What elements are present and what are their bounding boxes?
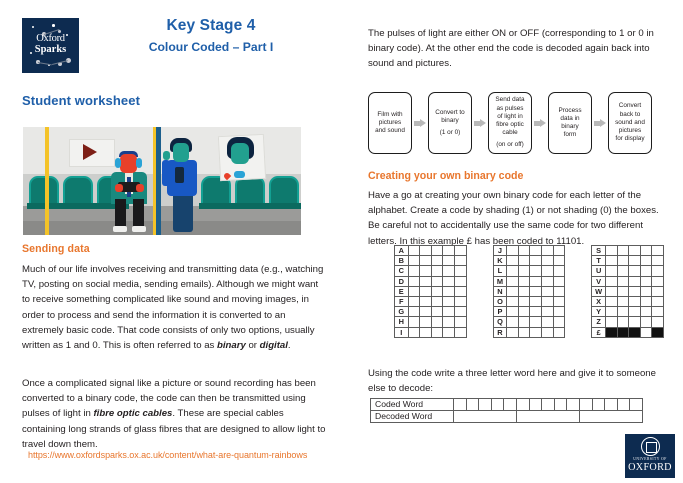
flow-step-3 — [488, 92, 532, 154]
letter-label: S — [592, 246, 606, 256]
code-cell-empty[interactable] — [629, 307, 641, 317]
code-cell-empty[interactable] — [542, 317, 554, 327]
table-row — [493, 307, 565, 317]
paragraph-instructions: Have a go at creating your own binary code for each letter of the alphabet. Create a code by shading (1) or not shading (0) the boxes. Be careful not to accidentally use the same code for two different letters. In this example £ has been coded to 11101. — [368, 190, 659, 247]
code-cell-empty[interactable] — [553, 327, 565, 337]
code-cell-empty[interactable] — [518, 256, 530, 266]
table-row — [493, 327, 565, 337]
code-cell-empty[interactable] — [518, 297, 530, 307]
alphabet-code-tables — [394, 245, 664, 338]
letter-label: W — [592, 286, 606, 296]
code-cell-empty[interactable] — [617, 266, 629, 276]
code-cell-empty[interactable] — [507, 276, 519, 286]
code-cell-empty[interactable] — [530, 286, 542, 296]
university-of-oxford-logo — [625, 434, 675, 478]
table-row — [395, 317, 467, 327]
code-cell-empty[interactable] — [443, 266, 455, 276]
play-icon — [83, 144, 97, 160]
table-row — [592, 276, 664, 286]
code-cell-empty[interactable] — [455, 256, 467, 266]
page-title: Key Stage 4 — [166, 17, 256, 34]
flow-step-line: Convert to — [435, 108, 465, 116]
code-cell-empty[interactable] — [455, 246, 467, 256]
logo-line-1: Oxford — [36, 33, 65, 44]
table-row — [395, 266, 467, 276]
flow-step-line: form — [563, 131, 577, 139]
code-cell-empty[interactable] — [629, 256, 641, 266]
code-cell-empty[interactable] — [518, 327, 530, 337]
code-cell-empty[interactable] — [420, 317, 432, 327]
flow-step-1 — [368, 92, 412, 154]
code-cell-empty[interactable] — [617, 317, 629, 327]
code-cell-empty[interactable] — [507, 266, 519, 276]
table-row — [493, 317, 565, 327]
flow-step-line: Send data — [495, 96, 525, 104]
flow-step-line: for display — [615, 135, 645, 143]
flow-step-line: back to — [619, 110, 641, 118]
flow-step-line: sound and — [615, 118, 645, 126]
letter-label: Q — [493, 317, 507, 327]
title-block — [86, 16, 336, 57]
code-cell-empty[interactable] — [652, 276, 664, 286]
coded-word-cell[interactable] — [479, 399, 492, 411]
code-cell-empty[interactable] — [420, 276, 432, 286]
code-cell-empty[interactable] — [553, 307, 565, 317]
code-cell-empty[interactable] — [652, 286, 664, 296]
flow-step-line: Process — [558, 106, 582, 114]
worksheet-label: Student worksheet — [22, 93, 140, 108]
logo-line-2: Sparks — [34, 43, 67, 55]
table-row — [592, 317, 664, 327]
oxford-crest-icon — [641, 437, 660, 456]
flow-step-line: of light in — [497, 112, 523, 120]
letter-label: Y — [592, 307, 606, 317]
coded-word-cell[interactable] — [529, 399, 542, 411]
code-cell-empty[interactable] — [605, 276, 617, 286]
flow-step-line: Convert — [618, 102, 642, 110]
coded-word-cell[interactable] — [491, 399, 504, 411]
code-cell-empty[interactable] — [507, 327, 519, 337]
table-row — [493, 266, 565, 276]
flow-arrow-icon — [594, 119, 606, 128]
sending-data-section — [22, 243, 322, 255]
decoded-word-cell[interactable] — [454, 411, 517, 423]
term-binary: binary — [217, 340, 246, 352]
letter-label: Z — [592, 317, 606, 327]
flow-step-5 — [608, 92, 652, 154]
code-cell-empty[interactable] — [455, 327, 467, 337]
coded-word-cell[interactable] — [466, 399, 479, 411]
coded-word-cell[interactable] — [579, 399, 592, 411]
code-cell-empty[interactable] — [431, 256, 443, 266]
section-heading-sending-data: Sending data — [22, 243, 90, 255]
coded-word-cell[interactable] — [630, 399, 643, 411]
paragraph-decode-instructions: Using the code write a three letter word here and give it to someone else to decode: — [368, 368, 656, 395]
code-cell-empty[interactable] — [530, 317, 542, 327]
code-cell-empty[interactable] — [617, 307, 629, 317]
flow-arrow-icon — [534, 119, 546, 128]
code-cell-empty[interactable] — [640, 327, 652, 337]
logo-wordmark — [22, 34, 79, 55]
code-cell-empty[interactable] — [507, 256, 519, 266]
table-row — [371, 411, 643, 423]
code-cell-empty[interactable] — [431, 327, 443, 337]
code-cell-empty[interactable] — [420, 327, 432, 337]
flow-step-line: pictures — [618, 127, 642, 135]
table-row — [493, 276, 565, 286]
letter-label: U — [592, 266, 606, 276]
decoded-word-label: Decoded Word — [371, 411, 454, 423]
code-cell-empty[interactable] — [443, 297, 455, 307]
code-cell-empty[interactable] — [420, 266, 432, 276]
code-cell-empty[interactable] — [553, 246, 565, 256]
paragraph-2-text-b: . These are special cables containing long strands of glass fibres that are designed to allow light to travel down them. — [22, 408, 326, 450]
flow-arrow-icon — [474, 119, 486, 128]
coded-word-cell[interactable] — [504, 399, 517, 411]
flow-step-line: binary — [441, 116, 459, 124]
code-cell-empty[interactable] — [455, 276, 467, 286]
code-cell-empty[interactable] — [629, 286, 641, 296]
code-cell-empty[interactable] — [629, 317, 641, 327]
code-cell-empty[interactable] — [455, 307, 467, 317]
flow-step-note: (on or off) — [496, 141, 524, 149]
letter-label: L — [493, 266, 507, 276]
letter-label: P — [493, 307, 507, 317]
code-cell-empty[interactable] — [629, 276, 641, 286]
code-cell-empty[interactable] — [518, 286, 530, 296]
table-row — [592, 297, 664, 307]
code-cell-empty[interactable] — [553, 317, 565, 327]
table-row — [592, 286, 664, 296]
code-cell-empty[interactable] — [542, 276, 554, 286]
code-cell-empty[interactable] — [431, 317, 443, 327]
flow-step-4 — [548, 92, 592, 154]
flow-step-line: and sound — [375, 127, 405, 135]
code-cell-empty[interactable] — [408, 266, 420, 276]
letter-label: A — [395, 246, 409, 256]
table-row — [493, 246, 565, 256]
code-cell-empty[interactable] — [431, 276, 443, 286]
flow-step-line: as pulses — [496, 104, 524, 112]
letter-label: X — [592, 297, 606, 307]
oxford-sparks-logo — [22, 18, 79, 73]
paragraph-pulses-of-light: The pulses of light are either ON or OFF (corresponding to 1 or 0 in binary code). At the other end the code is decoded again back into sound and pictures. — [368, 28, 654, 70]
code-cell-empty[interactable] — [640, 256, 652, 266]
code-cell-empty[interactable] — [443, 276, 455, 286]
code-cell-empty[interactable] — [530, 266, 542, 276]
code-cell-empty[interactable] — [617, 246, 629, 256]
paragraph-1-text-a: Much of our life involves receiving and transmitting data (e.g., watching TV, posting on social media, sending emails). Although we might want to receive something complicated like sound and moving images, in order to process and send the information it is converted to an extremely basic code. That code consists of only two options, usually written as 1 and 0. This is often referred to as — [22, 264, 324, 352]
code-cell-empty[interactable] — [507, 317, 519, 327]
train-commuters-illustration — [23, 127, 301, 235]
code-cell-empty[interactable] — [455, 317, 467, 327]
code-cell-shaded[interactable] — [617, 327, 629, 337]
code-cell-empty[interactable] — [542, 266, 554, 276]
code-cell-empty[interactable] — [408, 256, 420, 266]
flow-step-note: (1 or 0) — [439, 129, 461, 137]
code-cell-empty[interactable] — [443, 307, 455, 317]
code-cell-empty[interactable] — [605, 317, 617, 327]
flow-step-line: Film with — [377, 110, 403, 118]
code-cell-empty[interactable] — [652, 256, 664, 266]
code-cell-empty[interactable] — [530, 276, 542, 286]
flow-step-line: binary — [561, 123, 579, 130]
decoded-word-cell[interactable] — [579, 411, 642, 423]
code-cell-empty[interactable] — [518, 317, 530, 327]
letter-label: V — [592, 276, 606, 286]
code-cell-empty[interactable] — [605, 266, 617, 276]
table-row — [592, 256, 664, 266]
code-cell-empty[interactable] — [605, 286, 617, 296]
code-cell-empty[interactable] — [408, 276, 420, 286]
letter-label: E — [395, 286, 409, 296]
coded-word-cell[interactable] — [454, 399, 467, 411]
code-cell-empty[interactable] — [640, 246, 652, 256]
code-cell-empty[interactable] — [605, 256, 617, 266]
coded-word-cell[interactable] — [605, 399, 618, 411]
code-cell-empty[interactable] — [507, 246, 519, 256]
flow-step-2 — [428, 92, 472, 154]
code-cell-empty[interactable] — [553, 256, 565, 266]
code-cell-empty[interactable] — [640, 286, 652, 296]
code-cell-empty[interactable] — [518, 246, 530, 256]
code-cell-empty[interactable] — [553, 266, 565, 276]
paragraph-2-text-a: Once a complicated signal like a picture or sound recording has been converted to a binary code, the code can then be transmitted using pulses of light in — [22, 378, 316, 420]
coded-word-cell[interactable] — [554, 399, 567, 411]
code-cell-empty[interactable] — [431, 266, 443, 276]
code-cell-empty[interactable] — [530, 246, 542, 256]
code-cell-empty[interactable] — [455, 266, 467, 276]
paragraph-1-text-b: or — [245, 340, 260, 352]
code-cell-empty[interactable] — [553, 276, 565, 286]
code-cell-shaded[interactable] — [652, 327, 664, 337]
table-row — [395, 307, 467, 317]
flow-step-line: fibre optic — [496, 121, 524, 128]
letter-label: T — [592, 256, 606, 266]
table-row — [395, 276, 467, 286]
code-cell-empty[interactable] — [652, 297, 664, 307]
code-cell-empty[interactable] — [629, 246, 641, 256]
code-cell-empty[interactable] — [617, 297, 629, 307]
code-cell-empty[interactable] — [652, 266, 664, 276]
table-row — [395, 256, 467, 266]
code-cell-empty[interactable] — [420, 307, 432, 317]
code-cell-empty[interactable] — [530, 307, 542, 317]
code-cell-empty[interactable] — [640, 266, 652, 276]
code-cell-empty[interactable] — [408, 297, 420, 307]
code-cell-empty[interactable] — [542, 327, 554, 337]
code-cell-empty[interactable] — [431, 307, 443, 317]
coded-word-cell[interactable] — [592, 399, 605, 411]
code-cell-empty[interactable] — [443, 246, 455, 256]
alphabet-table-3 — [591, 245, 664, 338]
decoded-word-cell[interactable] — [516, 411, 579, 423]
alphabet-table-1 — [394, 245, 467, 338]
code-cell-empty[interactable] — [443, 317, 455, 327]
code-cell-empty[interactable] — [518, 266, 530, 276]
code-cell-empty[interactable] — [420, 246, 432, 256]
letter-label: B — [395, 256, 409, 266]
letter-label: I — [395, 327, 409, 337]
table-row — [395, 286, 467, 296]
table-row — [592, 327, 664, 337]
alphabet-table-2 — [493, 245, 566, 338]
code-cell-empty[interactable] — [431, 246, 443, 256]
code-cell-empty[interactable] — [640, 307, 652, 317]
code-cell-empty[interactable] — [408, 246, 420, 256]
letter-label: N — [493, 286, 507, 296]
term-fibre-optic-cables: fibre optic cables — [93, 408, 173, 420]
code-cell-empty[interactable] — [518, 307, 530, 317]
code-cell-empty[interactable] — [530, 297, 542, 307]
code-cell-empty[interactable] — [507, 307, 519, 317]
table-row — [493, 286, 565, 296]
coded-word-table — [370, 398, 643, 423]
code-cell-empty[interactable] — [408, 317, 420, 327]
code-cell-empty[interactable] — [420, 286, 432, 296]
code-cell-empty[interactable] — [408, 307, 420, 317]
code-cell-empty[interactable] — [408, 286, 420, 296]
flow-step-line: data in — [560, 114, 580, 122]
code-cell-empty[interactable] — [542, 297, 554, 307]
code-cell-empty[interactable] — [629, 266, 641, 276]
oxford-university-line-2: OXFORD — [628, 462, 672, 473]
code-cell-empty[interactable] — [542, 307, 554, 317]
code-cell-empty[interactable] — [443, 327, 455, 337]
term-digital: digital — [259, 340, 288, 352]
coded-word-cell[interactable] — [567, 399, 580, 411]
code-cell-empty[interactable] — [640, 297, 652, 307]
coded-word-cell[interactable] — [617, 399, 630, 411]
code-cell-shaded[interactable] — [629, 327, 641, 337]
table-row — [493, 256, 565, 266]
page-subtitle: Colour Coded – Part I — [148, 40, 274, 54]
code-cell-empty[interactable] — [629, 297, 641, 307]
code-cell-empty[interactable] — [605, 307, 617, 317]
code-cell-empty[interactable] — [507, 297, 519, 307]
code-cell-empty[interactable] — [530, 256, 542, 266]
table-row — [592, 266, 664, 276]
code-cell-empty[interactable] — [652, 246, 664, 256]
letter-label: K — [493, 256, 507, 266]
code-cell-empty[interactable] — [420, 256, 432, 266]
letter-label: D — [395, 276, 409, 286]
coded-word-cell[interactable] — [516, 399, 529, 411]
code-cell-empty[interactable] — [542, 246, 554, 256]
table-row — [371, 399, 643, 411]
paragraph-fibre-optic — [22, 376, 327, 452]
binary-transmission-flowchart — [368, 88, 668, 158]
code-cell-empty[interactable] — [652, 307, 664, 317]
flow-step-line: cable — [502, 129, 518, 137]
source-url-link[interactable]: https://www.oxfordsparks.ox.ac.uk/content/what-are-quantum-rainbows — [28, 450, 308, 460]
code-cell-empty[interactable] — [443, 256, 455, 266]
table-row — [395, 297, 467, 307]
flow-arrow-icon — [414, 119, 426, 128]
letter-label: £ — [592, 327, 606, 337]
code-cell-empty[interactable] — [617, 256, 629, 266]
code-cell-empty[interactable] — [652, 317, 664, 327]
letter-label: R — [493, 327, 507, 337]
code-cell-empty[interactable] — [420, 297, 432, 307]
code-cell-empty[interactable] — [605, 246, 617, 256]
code-cell-empty[interactable] — [507, 286, 519, 296]
code-cell-empty[interactable] — [431, 286, 443, 296]
code-cell-empty[interactable] — [455, 286, 467, 296]
code-cell-empty[interactable] — [640, 317, 652, 327]
letter-label: H — [395, 317, 409, 327]
code-cell-empty[interactable] — [518, 276, 530, 286]
code-cell-empty[interactable] — [617, 286, 629, 296]
paragraph-1-text-c: . — [287, 340, 291, 352]
table-row — [493, 297, 565, 307]
code-cell-empty[interactable] — [553, 286, 565, 296]
table-row — [395, 327, 467, 337]
coded-word-cell[interactable] — [542, 399, 555, 411]
code-cell-shaded[interactable] — [605, 327, 617, 337]
table-row — [592, 307, 664, 317]
letter-label: J — [493, 246, 507, 256]
code-cell-empty[interactable] — [443, 286, 455, 296]
code-cell-empty[interactable] — [530, 327, 542, 337]
code-cell-empty[interactable] — [617, 276, 629, 286]
coded-word-label: Coded Word — [371, 399, 454, 411]
code-cell-empty[interactable] — [640, 276, 652, 286]
code-cell-empty[interactable] — [431, 297, 443, 307]
letter-label: C — [395, 266, 409, 276]
letter-label: F — [395, 297, 409, 307]
code-cell-empty[interactable] — [542, 256, 554, 266]
code-cell-empty[interactable] — [553, 297, 565, 307]
paragraph-sending-data — [22, 262, 327, 353]
oxford-university-line-1: UNIVERSITY OF — [633, 457, 667, 461]
letter-label: M — [493, 276, 507, 286]
table-row — [592, 246, 664, 256]
letter-label: G — [395, 307, 409, 317]
code-cell-empty[interactable] — [408, 327, 420, 337]
flow-step-line: pictures — [378, 118, 402, 126]
table-row — [395, 246, 467, 256]
code-cell-empty[interactable] — [542, 286, 554, 296]
letter-label: O — [493, 297, 507, 307]
code-cell-empty[interactable] — [605, 297, 617, 307]
section-heading-creating-binary-code: Creating your own binary code — [368, 170, 524, 182]
code-cell-empty[interactable] — [455, 297, 467, 307]
